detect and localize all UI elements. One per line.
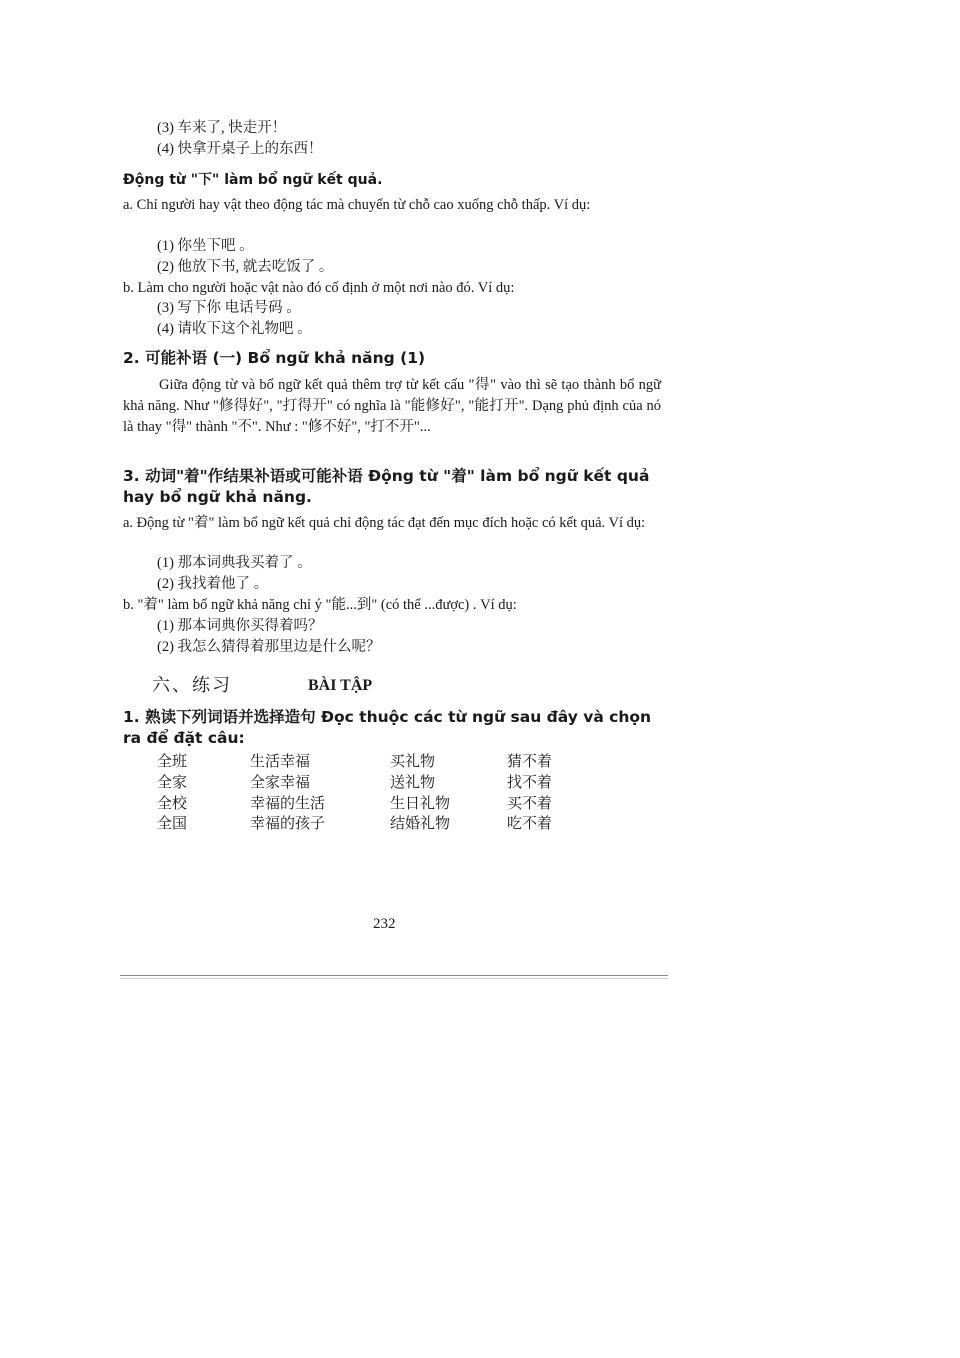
vocab-item: 生日礼物 — [390, 795, 451, 812]
example-line: (1) 你坐下吧 。 — [157, 238, 254, 254]
section-heading-3: 3. 动词"着"作结果补语或可能补语 Động từ "着" làm bổ ngữ kết quả hay bổ ngữ khả năng. — [123, 467, 650, 506]
page-number: 232 — [373, 916, 396, 932]
paragraph-section-3-a: a. Động từ "着" làm bổ ngữ kết quả chỉ động tác đạt đến mục đích hoặc có kết quả. Ví dụ: — [123, 515, 646, 531]
example-line: (3) 车来了, 快走开！ — [157, 120, 287, 136]
vocab-item: 买不着 — [507, 795, 553, 812]
vocab-item: 全校 — [157, 795, 188, 812]
vocab-item: 猜不着 — [507, 754, 553, 770]
section-heading-xia: Động từ "下" làm bổ ngữ kết quả. — [123, 172, 383, 188]
example-line: (1) 那本词典我买着了 。 — [157, 555, 312, 571]
exercise-title-cn: 六、练习 — [152, 675, 232, 695]
vocab-item: 买礼物 — [390, 754, 436, 770]
example-line: (4) 请收下这个礼物吧 。 — [157, 321, 312, 337]
vocab-column-1 — [157, 752, 187, 835]
paragraph-xia-b: b. Làm cho người hoặc vật nào đó cố định ở một nơi nào đó. Ví dụ: — [123, 280, 515, 296]
paragraph-section-2: Giữa động từ và bổ ngữ kết quả thêm trợ từ kết cấu "得" vào thì sẽ tạo thành bổ ngữ khả năng. Như "修得好", "打得开" có nghĩa là "能修好", "能打开". Dạng phủ định của nó là thay "得" thành "不". Như : "修不好", "打不开"... — [123, 377, 661, 435]
exercise-title-vn: BÀI TẬP — [308, 677, 373, 694]
example-line: (2) 我找着他了 。 — [157, 576, 269, 592]
vocab-item: 找不着 — [507, 774, 553, 791]
exercise-1-heading: 1. 熟读下列词语并选择造句 Đọc thuộc các từ ngữ sau đây và chọn ra để đặt câu: — [123, 708, 652, 747]
vocab-item: 幸福的孩子 — [250, 816, 326, 833]
vocab-item: 全家 — [157, 774, 188, 791]
vocab-item: 结婚礼物 — [390, 816, 451, 833]
vocab-column-4 — [507, 752, 552, 835]
example-line: (3) 写下你 电话号码 。 — [157, 300, 301, 316]
vocab-item: 幸福的生活 — [250, 795, 326, 812]
bottom-rule — [120, 975, 668, 976]
example-line: (2) 他放下书, 就去吃饭了 。 — [157, 259, 334, 275]
vocab-item: 全国 — [157, 816, 188, 833]
section-heading-2: 2. 可能补语 (一) Bổ ngữ khả năng (1) — [123, 349, 426, 367]
vocab-item: 生活幸福 — [250, 754, 311, 770]
example-line: (4) 快拿开桌子上的东西！ — [157, 141, 323, 157]
bottom-rule-shadow — [120, 978, 668, 979]
vocab-item: 送礼物 — [390, 774, 436, 791]
vocab-column-2 — [250, 752, 325, 835]
vocab-item: 吃不着 — [507, 816, 553, 833]
vocab-item: 全家幸福 — [250, 774, 311, 791]
vocab-column-3 — [390, 752, 450, 835]
vocab-item: 全班 — [157, 754, 188, 770]
paragraph-section-3-b: b. "着" làm bổ ngữ khả năng chỉ ý "能...到" (có thể ...được) . Ví dụ: — [123, 597, 517, 613]
example-line: (1) 那本词典你买得着吗？ — [157, 618, 323, 634]
example-line: (2) 我怎么猜得着那里边是什么呢？ — [157, 639, 381, 655]
paragraph-xia-a: a. Chỉ người hay vật theo động tác mà chuyển từ chỗ cao xuống chỗ thấp. Ví dụ: — [123, 197, 591, 213]
